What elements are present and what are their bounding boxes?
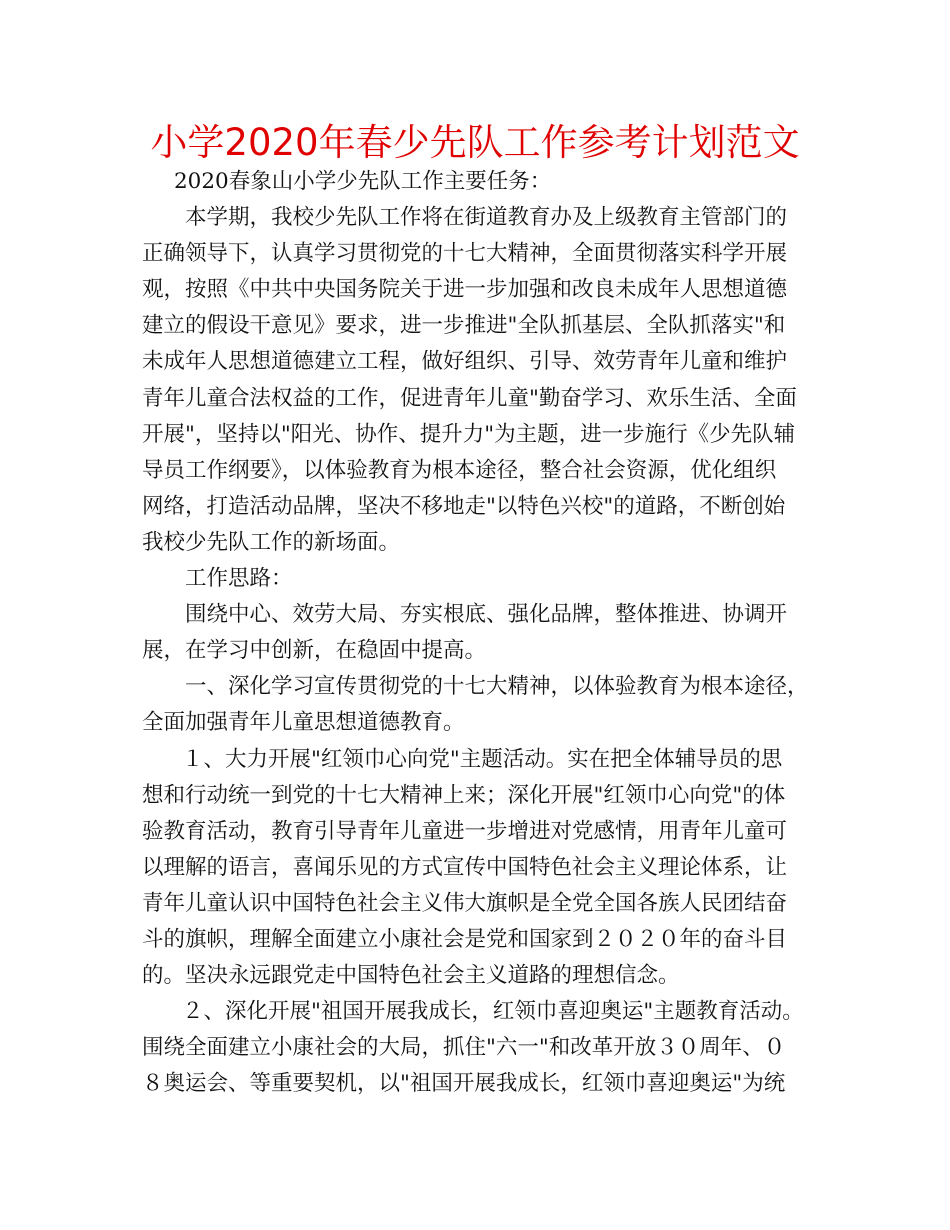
- paragraph-line: 想和行动统一到党的十七大精神上来；深化开展"红领巾心向党"的体: [142, 782, 786, 808]
- document-body: [142, 164, 824, 1102]
- paragraph-line: ８奥运会、等重要契机，以"祖国开展我成长，红领巾喜迎奥运"为统: [142, 1071, 786, 1097]
- paragraph-line: 围绕中心、效劳大局、夯实根底、强化品牌，整体推进、协调开: [185, 602, 788, 628]
- paragraph-line: 斗的旗帜，理解全面建立小康社会是党和国家到２０２０年的奋斗目: [142, 926, 788, 952]
- paragraph-line: 建立的假设干意见》要求，进一步推进"全队抓基层、全队抓落实"和: [142, 313, 786, 339]
- paragraph-line: 正确领导下，认真学习贯彻党的十七大精神，全面贯彻落实科学开展: [142, 241, 788, 267]
- paragraph-line: 网络，打造活动品牌，坚决不移地走"以特色兴校"的道路，不断创始: [142, 493, 786, 519]
- paragraph-line: 观，按照《中共中央国务院关于进一步加强和改良未成年人思想道德: [142, 277, 788, 303]
- paragraph-line: 验教育活动，教育引导青年儿童进一步增进对党感情，用青年儿童可: [142, 818, 788, 844]
- paragraph-line: 一、深化学习宣传贯彻党的十七大精神，以体验教育为根本途径，: [185, 674, 809, 700]
- paragraph-line: 本学期，我校少先队工作将在街道教育办及上级教育主管部门的: [185, 205, 788, 231]
- paragraph-line: 青年儿童合法权益的工作，促进青年儿童"勤奋学习、欢乐生活、全面: [142, 385, 797, 411]
- paragraph-line: 未成年人思想道德建立工程，做好组织、引导、效劳青年儿童和维护: [142, 349, 788, 375]
- paragraph-line: 全面加强青年儿童思想道德教育。: [142, 710, 465, 736]
- document-title: 小学2020年春少先队工作参考计划范文: [150, 121, 800, 164]
- paragraph-line: 导员工作纲要》，以体验教育为根本途径，整合社会资源，优化组织: [142, 457, 777, 483]
- paragraph-line: 2020春象山小学少先队工作主要任务：: [174, 169, 552, 194]
- paragraph-line: 我校少先队工作的新场面。: [142, 529, 401, 555]
- paragraph-line: 展，在学习中创新，在稳固中提高。: [142, 638, 487, 664]
- paragraph-line: ２、深化开展"祖国开展我成长，红领巾喜迎奥运"主题教育活动。: [182, 999, 804, 1025]
- paragraph-line: 开展"，坚持以"阳光、协作、提升力"为主题，进一步施行《少先队辅: [142, 421, 796, 447]
- paragraph-line: １、大力开展"红领巾心向党"主题活动。实在把全体辅导员的思: [182, 746, 783, 772]
- paragraph-line: 青年儿童认识中国特色社会主义伟大旗帜是全党全国各族人民团结奋: [142, 890, 788, 916]
- paragraph-line: 工作思路：: [185, 566, 293, 592]
- paragraph-line: 以理解的语言，喜闻乐见的方式宣传中国特色社会主义理论体系，让: [142, 854, 788, 880]
- paragraph-line: 的。坚决永远跟党走中国特色社会主义道路的理想信念。: [142, 963, 680, 989]
- paragraph-line: 围绕全面建立小康社会的大局，抓住"六一"和改革开放３０周年、０: [142, 1035, 786, 1061]
